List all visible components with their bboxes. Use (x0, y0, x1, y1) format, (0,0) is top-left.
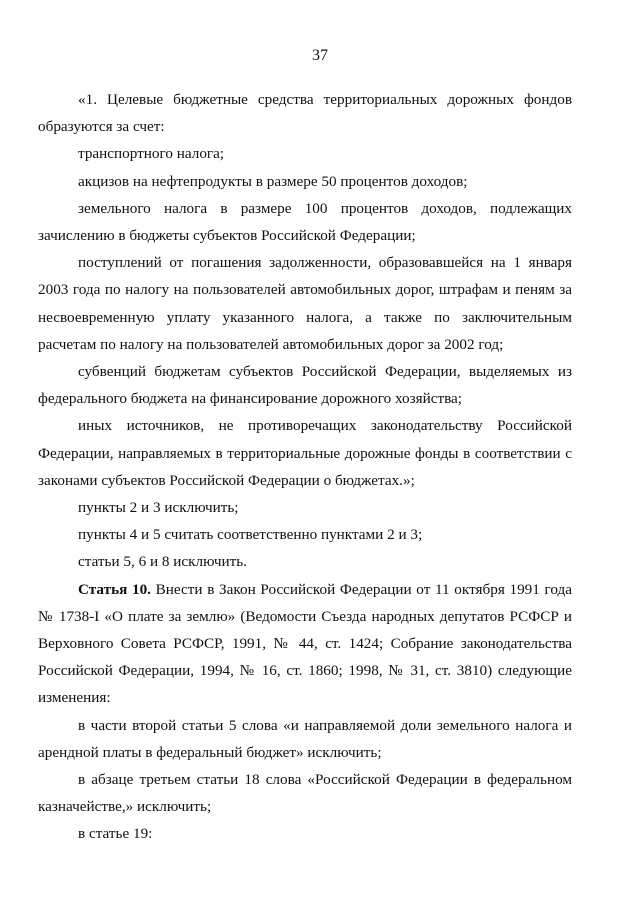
paragraph-items-4-5: пункты 4 и 5 считать соответственно пунктами 2 и 3; (78, 526, 423, 544)
article-10-paragraph (38, 576, 572, 712)
paragraph-land-tax: земельного налога в размере 100 процентов доходов, подлежащих зачислению в бюджеты субъектов Российской Федерации; (38, 199, 572, 245)
paragraph-articles-5-6-8: статьи 5, 6 и 8 исключить. (78, 553, 248, 571)
paragraph-article-18-change: в абзаце третьем статьи 18 слова «Российской Федерации в федеральном казначействе,» исключить; (38, 771, 572, 816)
paragraph-other-sources: иных источников, не противоречащих законодательству Российской Федерации, направляемых в территориальные дорожные фонды в соответствии с законами субъектов Российской Федерации о бюджетах.»; (38, 417, 572, 489)
paragraph-subventions: субвенций бюджетам субъектов Российской Федерации, выделяемых из федерального бюджета на финансирование дорожного хозяйства; (38, 363, 572, 408)
paragraph-article-19: в статье 19: (78, 825, 153, 843)
document-body (38, 86, 572, 848)
paragraph-article-5-change: в части второй статьи 5 слова «и направляемой доли земельного налога и арендной платы в федеральный бюджет» исключить; (38, 716, 572, 761)
page-number: 37 (312, 47, 328, 64)
paragraph-debt-repayment: поступлений от погашения задолженности, образовавшейся на 1 января 2003 года по налогу на пользователей автомобильных дорог, штрафам и пеням за несвоевременную уплату указанного налога, а также по заключительным расчетам по налогу на пользователей автомобильных дорог за 2002 год; (38, 254, 572, 353)
paragraph-items-2-3: пункты 2 и 3 исключить; (78, 499, 239, 517)
paragraph-excise: акцизов на нефтепродукты в размере 50 процентов доходов; (78, 172, 468, 190)
paragraph-transport-tax: транспортного налога; (78, 145, 225, 163)
article-10-text: Внести в Закон Российской Федерации от 11 октября 1991 года № 1738-I «О плате за землю» (Ведомости Съезда народных депутатов РСФСР и Верховного Совета РСФСР, 1991, № 44, ст. 1424; Собрание законодательства Российской Федерации, 1994, № 16, ст. 1860; 1998, № 31, ст. 3810) следующие изменения: (38, 580, 572, 707)
article-10-heading: Статья 10. (78, 580, 151, 598)
paragraph-fund-sources: «1. Целевые бюджетные средства территориальных дорожных фондов образуются за счет: (38, 91, 572, 136)
